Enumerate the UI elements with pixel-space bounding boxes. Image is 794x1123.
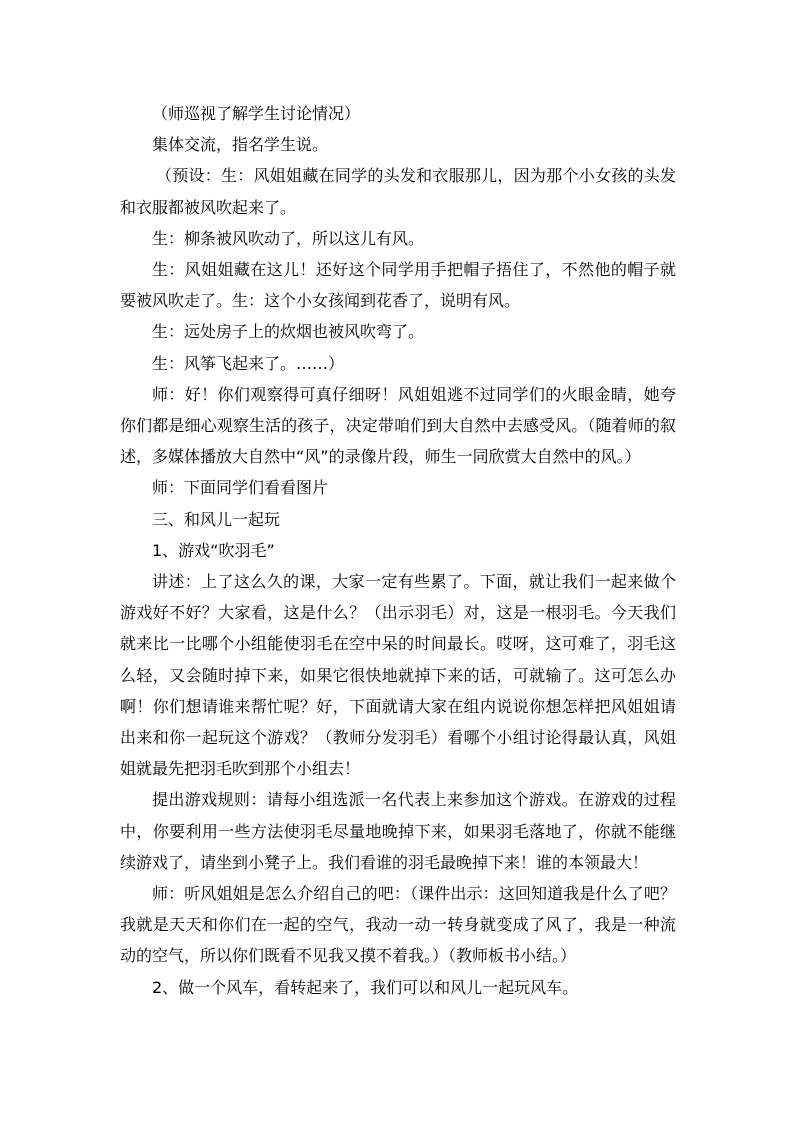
paragraph-wind-introduction: 师：听风姐姐是怎么介绍自己的吧：（课件出示：这回知道我是什么了吧？我就是天天和你们在一起的空气，我动一动一转身就变成了风了，我是一种流动的空气，所以你们既看不见我又摸不着我。）（教师板书小结。） [120, 884, 676, 966]
paragraph-narration: 讲述：上了这么久的课，大家一定有些累了。下面，就让我们一起来做个游戏好不好？大家看，这是什么？（出示羽毛）对，这是一根羽毛。今天我们就来比一比哪个小组能使羽毛在空中呆的时间最长。哎呀，这可难了，羽毛这么轻，又会随时掉下来，如果它很快地就掉下来的话，可就输了。这可怎么办啊！你们想请谁来帮忙呢？好，下面就请大家在组内说说你想怎样把风姐姐请出来和你一起玩这个游戏？（教师分发羽毛）看哪个小组讨论得最认真，风姐姐就最先把羽毛吹到那个小组去！ [120, 572, 676, 779]
paragraph-student-hat: 生：风姐姐藏在这儿！还好这个同学用手把帽子捂住了，不然他的帽子就要被风吹走了。生：这个小女孩闻到花香了，说明有风。 [120, 260, 676, 311]
document-body [120, 98, 676, 1003]
subheading-pinwheel: 2、做一个风车，看转起来了，我们可以和风儿一起玩风车。 [152, 977, 579, 997]
paragraph-student-kite: 生：风筝飞起来了。……） [152, 353, 345, 373]
paragraph-game-rules: 提出游戏规则：请每小组选派一名代表上来参加这个游戏。在游戏的过程中，你要利用一些方法使羽毛尽量地晚掉下来，如果羽毛落地了，你就不能继续游戏了，请坐到小凳子上。我们看谁的羽毛最晚掉下来！谁的本领最大！ [120, 790, 676, 872]
paragraph-teacher-pictures: 师：下面同学们看看图片 [152, 478, 329, 498]
subheading-feather-game: 1、游戏“吹羽毛” [152, 540, 275, 560]
paragraph-student-smoke: 生：远处房子上的炊烟也被风吹弯了。 [152, 322, 425, 342]
paragraph-preset-answer: （预设：生：风姐姐藏在同学的头发和衣服那儿，因为那个小女孩的头发和衣服都被风吹起来了。 [120, 166, 676, 217]
paragraph-student-willow: 生：柳条被风吹动了，所以这儿有风。 [152, 228, 425, 248]
paragraph-teacher-observe: （师巡视了解学生讨论情况） [152, 104, 361, 123]
paragraph-group-exchange: 集体交流，指名学生说。 [152, 135, 329, 155]
section-heading-play-with-wind: 三、和风儿一起玩 [152, 509, 281, 529]
paragraph-teacher-praise: 师：好！你们观察得可真仔细呀！风姐姐逃不过同学们的火眼金睛，她夸你们都是细心观察生活的孩子，决定带咱们到大自然中去感受风。（随着师的叙述，多媒体播放大自然中“风”的录像片段，师生一同欣赏大自然中的风。） [120, 384, 676, 467]
